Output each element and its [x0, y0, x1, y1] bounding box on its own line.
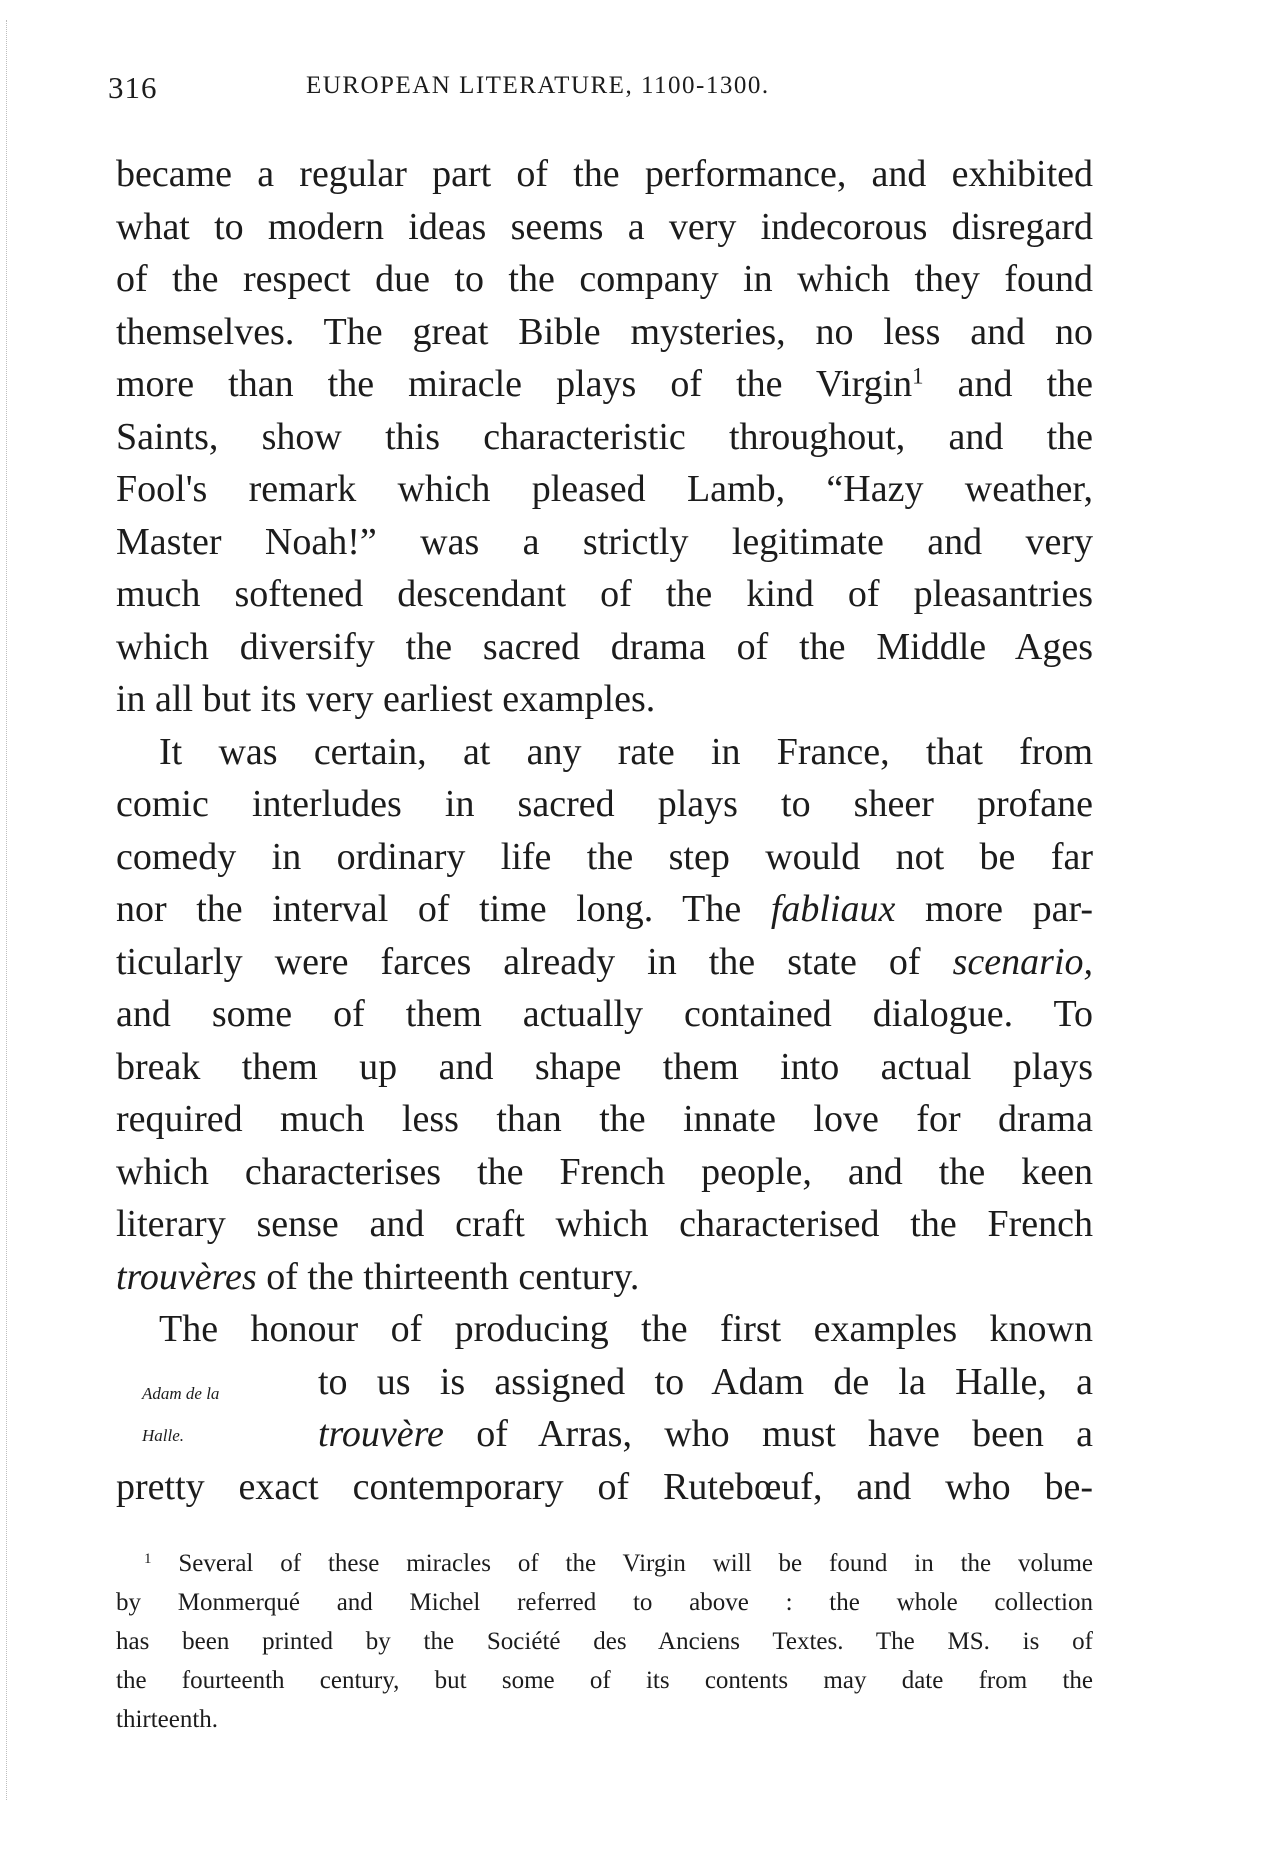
text-line: Master Noah!” was a strictly legitimate and very	[116, 520, 1093, 563]
text-fragment: nor the interval of time long. The	[116, 888, 742, 930]
running-head	[108, 70, 1108, 110]
text-line: in all but its very earliest examples.	[116, 678, 656, 720]
text-line: much softened descendant of the kind of pleasantries	[116, 573, 1093, 615]
text-line: required much less than the innate love for drama	[116, 1098, 1093, 1140]
margin-note: Halle.	[142, 1426, 185, 1445]
footnote-marker: 1	[144, 1550, 152, 1567]
footnote-line: the fourteenth century, but some of its contents may date from the	[116, 1667, 1093, 1694]
text-fragment: of Arras, who must have been a	[476, 1413, 1094, 1455]
text-line: which characterises the French people, and the keen	[116, 1150, 1093, 1193]
italic-term: fabliaux	[770, 888, 896, 930]
footnote-line: has been printed by the Société des Anciens Textes. The MS. is of	[116, 1628, 1093, 1655]
text-line: comedy in ordinary life the step would not be far	[116, 835, 1093, 878]
italic-term: trouvère	[318, 1413, 444, 1455]
footnote-line	[116, 1544, 1093, 1583]
footnote-line: by Monmerqué and Michel referred to above : the whole collection	[116, 1589, 1093, 1616]
italic-term: scenario,	[952, 940, 1094, 983]
text-line: pretty exact contemporary of Rutebœuf, and who be-	[116, 1465, 1093, 1508]
running-title: EUROPEAN LITERATURE, 1100-1300.	[306, 72, 770, 99]
footnote	[116, 1544, 1093, 1739]
text-line: themselves. The great Bible mysteries, no less and no	[116, 310, 1093, 353]
text-line	[116, 358, 1093, 411]
text-line: It was certain, at any rate in France, that from	[159, 730, 1093, 773]
footnote-reference: 1	[912, 363, 924, 389]
text-line: break them up and shape them into actual plays	[116, 1045, 1093, 1088]
footnote-line: thirteenth.	[116, 1706, 219, 1733]
text-line: The honour of producing the first examples known	[159, 1308, 1093, 1350]
text-fragment: more par-	[924, 888, 1094, 930]
text-fragment: ticularly were farces already in the state of	[116, 940, 921, 983]
text-line: which diversify the sacred drama of the Middle Ages	[116, 625, 1093, 668]
text-line: Fool's remark which pleased Lamb, “Hazy weather,	[116, 468, 1093, 510]
text-line: comic interludes in sacred plays to sheer profane	[116, 783, 1093, 825]
text-line: of the respect due to the company in which they found	[116, 258, 1093, 300]
text-line	[116, 1251, 1093, 1304]
text-line	[116, 936, 1093, 989]
body-text	[116, 148, 1093, 1513]
page-number: 316	[108, 70, 158, 105]
text-line: became a regular part of the performance, and exhibited	[116, 153, 1093, 195]
text-line	[116, 883, 1093, 936]
text-line: what to modern ideas seems a very indecorous disregard	[116, 205, 1093, 248]
text-line: literary sense and craft which characterised the French	[116, 1203, 1093, 1245]
scan-edge-dots	[6, 20, 8, 1800]
text-line: to us is assigned to Adam de la Halle, a	[318, 1360, 1093, 1403]
text-line: Saints, show this characteristic throughout, and the	[116, 415, 1093, 458]
text-line	[116, 1408, 1093, 1461]
margin-note: Adam de la	[142, 1384, 220, 1403]
text-line: and some of them actually contained dialogue. To	[116, 993, 1093, 1035]
footnote-text: Several of these miracles of the Virgin will be found in the volume	[178, 1550, 1094, 1577]
text-fragment: more than the miracle plays of the Virgin	[116, 363, 913, 405]
text-fragment: of the thirteenth century.	[266, 1255, 640, 1298]
italic-term: trouvères	[116, 1255, 257, 1298]
text-fragment: and the	[957, 363, 1094, 405]
